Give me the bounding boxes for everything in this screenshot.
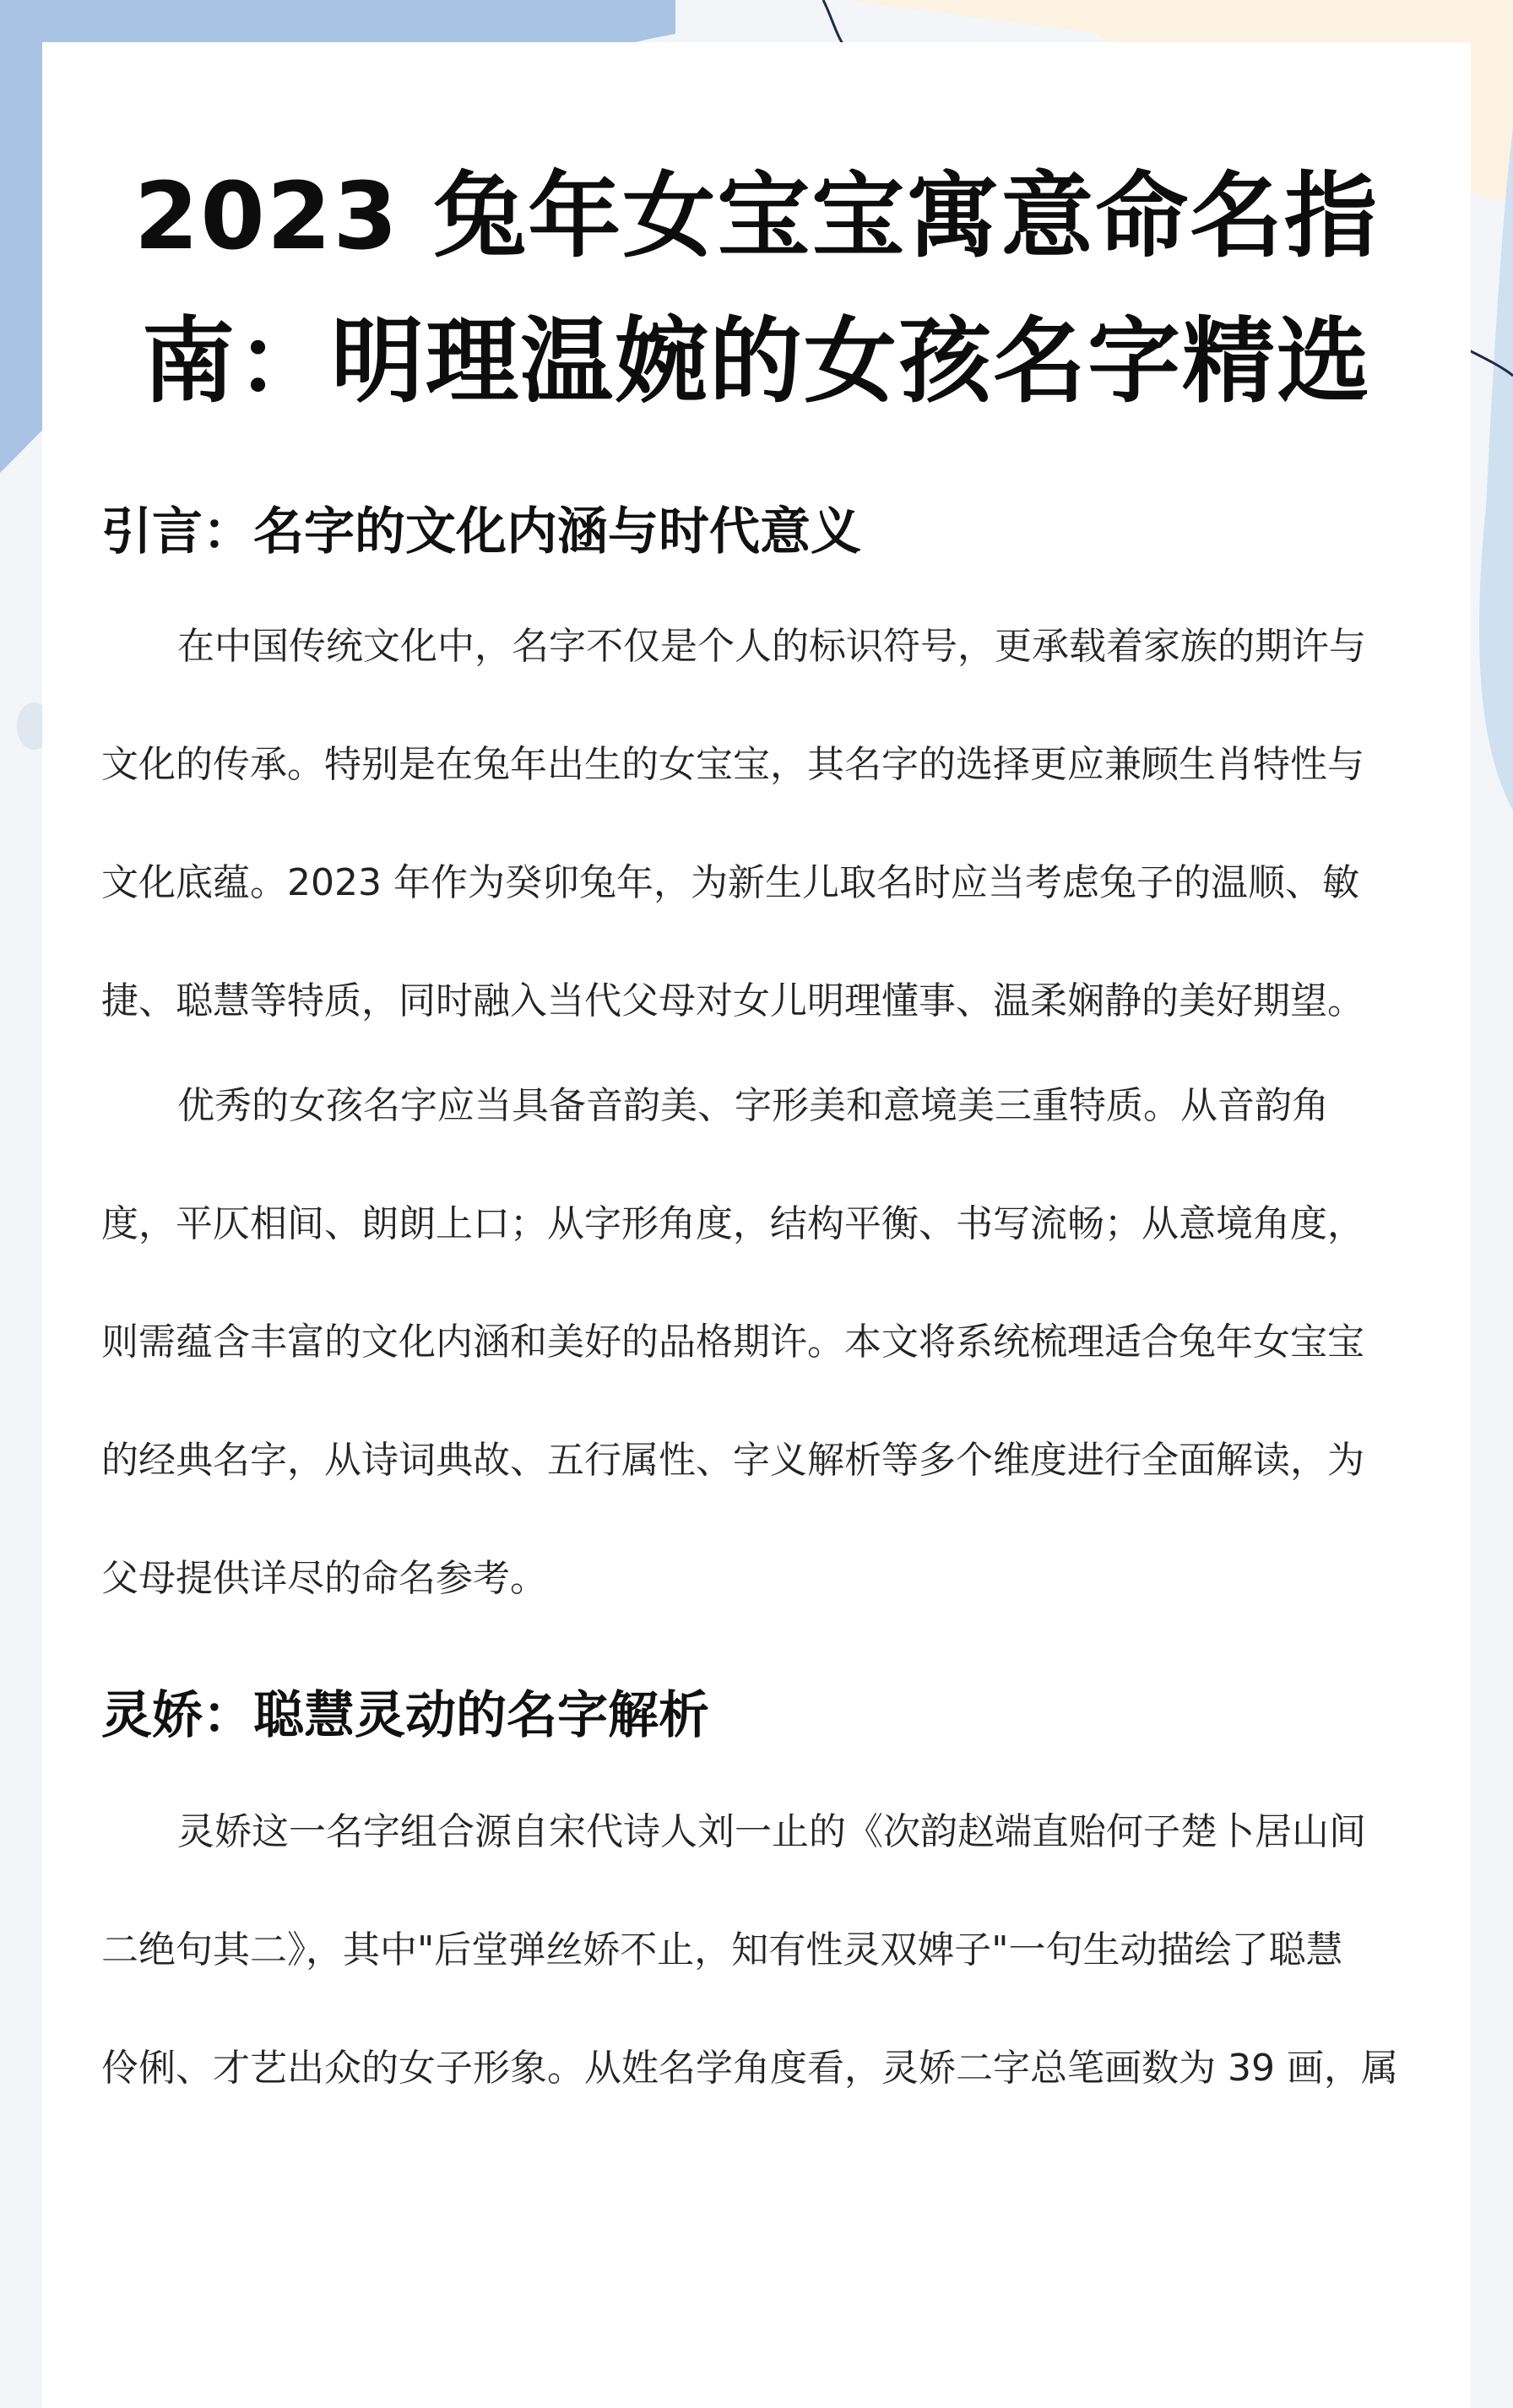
- paragraph-line: 的经典名字，从诗词典故、五行属性、字义解析等多个维度进行全面解读，为: [101, 1439, 1364, 1482]
- paragraph-line: 优秀的女孩名字应当具备音韵美、字形美和意境美三重特质。从音韵角: [177, 1084, 1329, 1127]
- section-heading-intro: 引言：名字的文化内涵与时代意义: [101, 502, 861, 561]
- paragraph-line: 文化的传承。特别是在兔年出生的女宝宝，其名字的选择更应兼顾生肖特性与: [101, 743, 1364, 786]
- paragraph-line: 度，平仄相间、朗朗上口；从字形角度，结构平衡、书写流畅；从意境角度，: [101, 1202, 1364, 1245]
- paragraph-line: 二绝句其二》，其中"后堂弹丝娇不止，知有性灵双婢子"一句生动描绘了聪慧: [101, 1928, 1343, 1971]
- paragraph-line: 在中国传统文化中，名字不仅是个人的标识符号，更承载着家族的期许与: [177, 625, 1366, 668]
- paragraph-line: 伶俐、才艺出众的女子形象。从姓名学角度看，灵娇二字总笔画数为 39 画，属: [101, 2047, 1398, 2090]
- paragraph-intro-2: [101, 1047, 1435, 1638]
- paragraph-line: 捷、聪慧等特质，同时融入当代父母对女儿明理懂事、温柔娴静的美好期望。: [101, 979, 1364, 1022]
- paragraph-line: 则需蕴含丰富的文化内涵和美好的品格期许。本文将系统梳理适合兔年女宝宝: [101, 1321, 1364, 1364]
- title-line: 南：明理温婉的女孩名字精选: [142, 307, 1371, 415]
- paragraph-line: 灵娇这一名字组合源自宋代诗人刘一止的《次韵赵端直贻何子楚卜居山间: [177, 1810, 1366, 1853]
- paragraph-line: 文化底蕴。2023 年作为癸卯兔年，为新生儿取名时应当考虑兔子的温顺、敏: [101, 861, 1359, 904]
- section-heading-lingjiao: 灵娇：聪慧灵动的名字解析: [101, 1686, 709, 1745]
- paragraph-lingjiao-1: [101, 1773, 1435, 2128]
- article-card: [42, 42, 1471, 2408]
- paragraph-line: 父母提供详尽的命名参考。: [101, 1557, 547, 1600]
- page-title: [42, 144, 1471, 434]
- paragraph-intro-1: [101, 588, 1435, 1060]
- title-line: 2023 兔年女宝宝寓意命名指: [133, 162, 1380, 270]
